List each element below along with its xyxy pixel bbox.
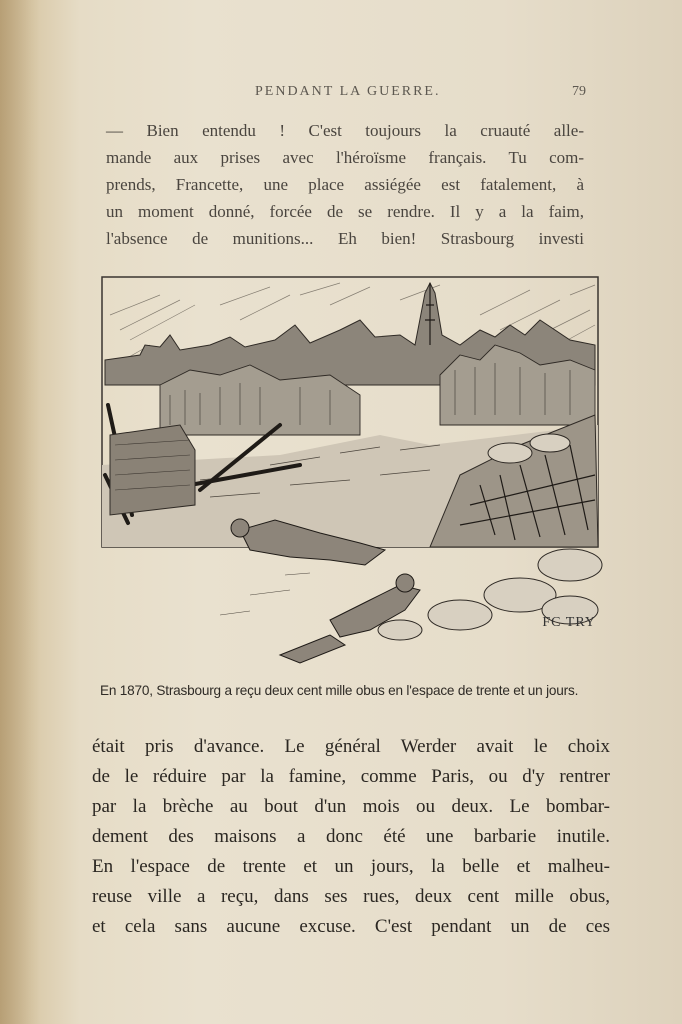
text-line: et cela sans aucune excuse. C'est pendant un de ces: [92, 916, 610, 937]
ruined-city-illustration: [100, 275, 606, 665]
top-paragraph: [106, 117, 584, 252]
running-head: [100, 84, 600, 106]
text-line: En l'espace de trente et un jours, la belle et malheu-: [92, 856, 610, 877]
text-line: l'absence de munitions... Eh bien! Strasbourg investi: [106, 229, 584, 248]
bottom-paragraph: [92, 732, 610, 942]
artist-signature: FC TRY: [542, 615, 596, 630]
page-number: 79: [572, 84, 586, 99]
text-line: par la brèche au bout d'un mois ou deux. Le bombar-: [92, 796, 610, 817]
running-head-title: PENDANT LA GUERRE.: [255, 84, 441, 99]
text-line: était pris d'avance. Le général Werder avait le choix: [92, 736, 610, 757]
text-line: dement des maisons a donc été une barbarie inutile.: [92, 826, 610, 847]
text-line: un moment donné, forcée de se rendre. Il y a la faim,: [106, 202, 584, 221]
figure-caption: En 1870, Strasbourg a reçu deux cent mille obus en l'espace de trente et un jours.: [100, 683, 579, 698]
text-line: — Bien entendu ! C'est toujours la cruauté alle-: [106, 121, 584, 140]
page-binding-shadow: [0, 0, 40, 1024]
text-line: prends, Francette, une place assiégée est fatalement, à: [106, 175, 584, 194]
text-line: reuse ville a reçu, dans ses rues, deux cent mille obus,: [92, 886, 610, 907]
text-line: de le réduire par la famine, comme Paris, ou d'y rentrer: [92, 766, 610, 787]
illustration-drawing: [100, 275, 606, 665]
text-line: mande aux prises avec l'héroïsme français. Tu com-: [106, 148, 584, 167]
